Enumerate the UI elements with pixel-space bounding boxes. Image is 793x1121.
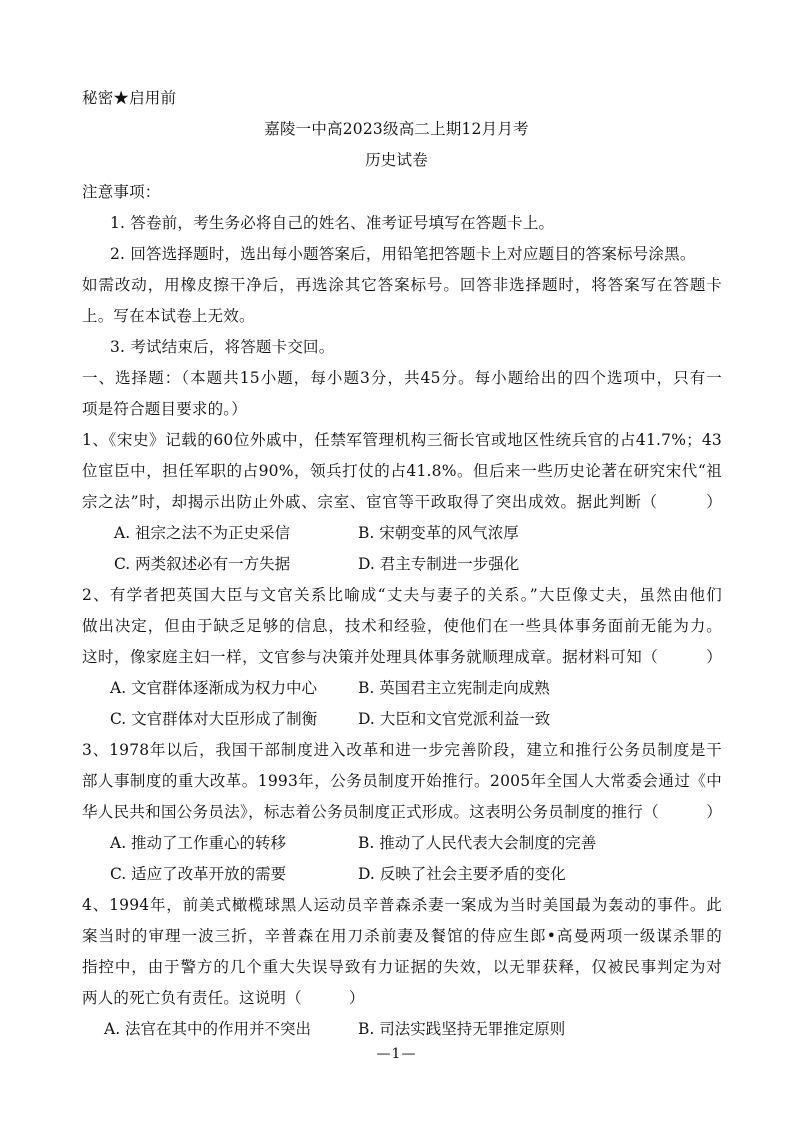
question-1-option-a: A. 祖宗之法不为正史采信 [114, 524, 291, 542]
section-heading: 一、选择题：（本题共15小题，每小题3分，共45分。每小题给出的四个选项中，只有一 [82, 369, 722, 387]
question-3-option-d: D. 反映了社会主要矛盾的变化 [358, 865, 566, 883]
question-2-option-c: C. 文官群体对大臣形成了制衡 [110, 710, 318, 728]
question-2-option-a: A. 文官群体逐渐成为权力中心 [110, 679, 318, 697]
question-2-text: 2、有学者把英国大臣与文官关系比喻成“丈夫与妻子的关系。”大臣像丈夫，虽然由他们 [82, 586, 722, 604]
question-1-option-b: B. 宋朝变革的风气浓厚 [358, 524, 519, 542]
page-number: —1— [376, 1046, 417, 1062]
note-line: 3. 考试结束后，将答题卡交回。 [110, 338, 335, 356]
question-3-text: 部人事制度的重大改革。1993年，公务员制度开始推行。2005年全国人大常委会通过《中 [82, 772, 722, 790]
note-line: 如需改动，用橡皮擦干净后，再选涂其它答案标号。回答非选择题时，将答案写在答题卡 [82, 276, 722, 294]
note-line: 上。写在本试卷上无效。 [82, 307, 255, 325]
question-3-text: 3、1978年以后，我国干部制度进入改革和进一步完善阶段，建立和推行公务员制度是干 [82, 741, 722, 759]
section-heading: 项是符合题目要求的。） [82, 400, 247, 418]
notes-heading: 注意事项： [82, 183, 161, 201]
question-1-text: 位宦臣中，担任军职的占90%，领兵打仗的占41.8%。但后来一些历史论著在研究宋代“祖 [82, 462, 722, 480]
question-3-text: 华人民共和国公务员法》，标志着公务员制度正式形成。这表明公务员制度的推行（ ） [82, 803, 722, 821]
secret-label: 秘密★启用前 [82, 89, 177, 107]
question-3-option-c: C. 适应了改革开放的需要 [110, 865, 287, 883]
question-4-option-b: B. 司法实践坚持无罪推定原则 [358, 1020, 566, 1038]
question-4-text: 4、1994年，前美式橄榄球黑人运动员辛普森杀妻一案成为当时美国最为轰动的事件。此 [82, 896, 722, 914]
question-1-option-c: C. 两类叙述必有一方失据 [114, 555, 291, 573]
question-2-option-d: D. 大臣和文官党派利益一致 [358, 710, 551, 728]
question-2-option-b: B. 英国君主立宪制走向成熟 [358, 679, 550, 697]
note-line: 1. 答卷前，考生务必将自己的姓名、准考证号填写在答题卡上。 [110, 214, 555, 232]
question-1-text: 1、《宋史》记载的60位外戚中，任禁军管理机构三衙长官或地区性统兵官的占41.7%；43 [82, 431, 722, 449]
note-line: 2. 回答选择题时，选出每小题答案后，用铅笔把答题卡上对应题目的答案标号涂黑。 [110, 245, 696, 263]
question-2-text: 这时，像家庭主妇一样，文官参与决策并处理具体事务就顺理成章。据材料可知（ ） [82, 648, 722, 666]
question-4-text: 两人的死亡负有责任。这说明（ ） [82, 989, 365, 1007]
question-3-option-a: A. 推动了工作重心的转移 [110, 834, 287, 852]
question-4-text: 案当时的审理一波三折，辛普森在用刀杀前妻及餐馆的侍应生郎•高曼两项一级谋杀罪的 [82, 927, 722, 945]
question-1-option-d: D. 君主专制进一步强化 [358, 555, 520, 573]
question-4-text: 指控中，由于警方的几个重大失误导致有力证据的失效，以无罪获释，仅被民事判定为对 [82, 958, 722, 976]
exam-subject: 历史试卷 [365, 151, 428, 169]
question-2-text: 做出决定，但由于缺乏足够的信息，技术和经验，使他们在一些具体事务面前无能为力。 [82, 617, 722, 635]
question-4-option-a: A. 法官在其中的作用并不突出 [104, 1020, 312, 1038]
exam-title: 嘉陵一中高2023级高二上期12月月考 [264, 120, 529, 138]
question-1-text: 宗之法”时，却揭示出防止外戚、宗室、宦官等干政取得了突出成效。据此判断（ ） [82, 493, 722, 511]
question-3-option-b: B. 推动了人民代表大会制度的完善 [358, 834, 597, 852]
